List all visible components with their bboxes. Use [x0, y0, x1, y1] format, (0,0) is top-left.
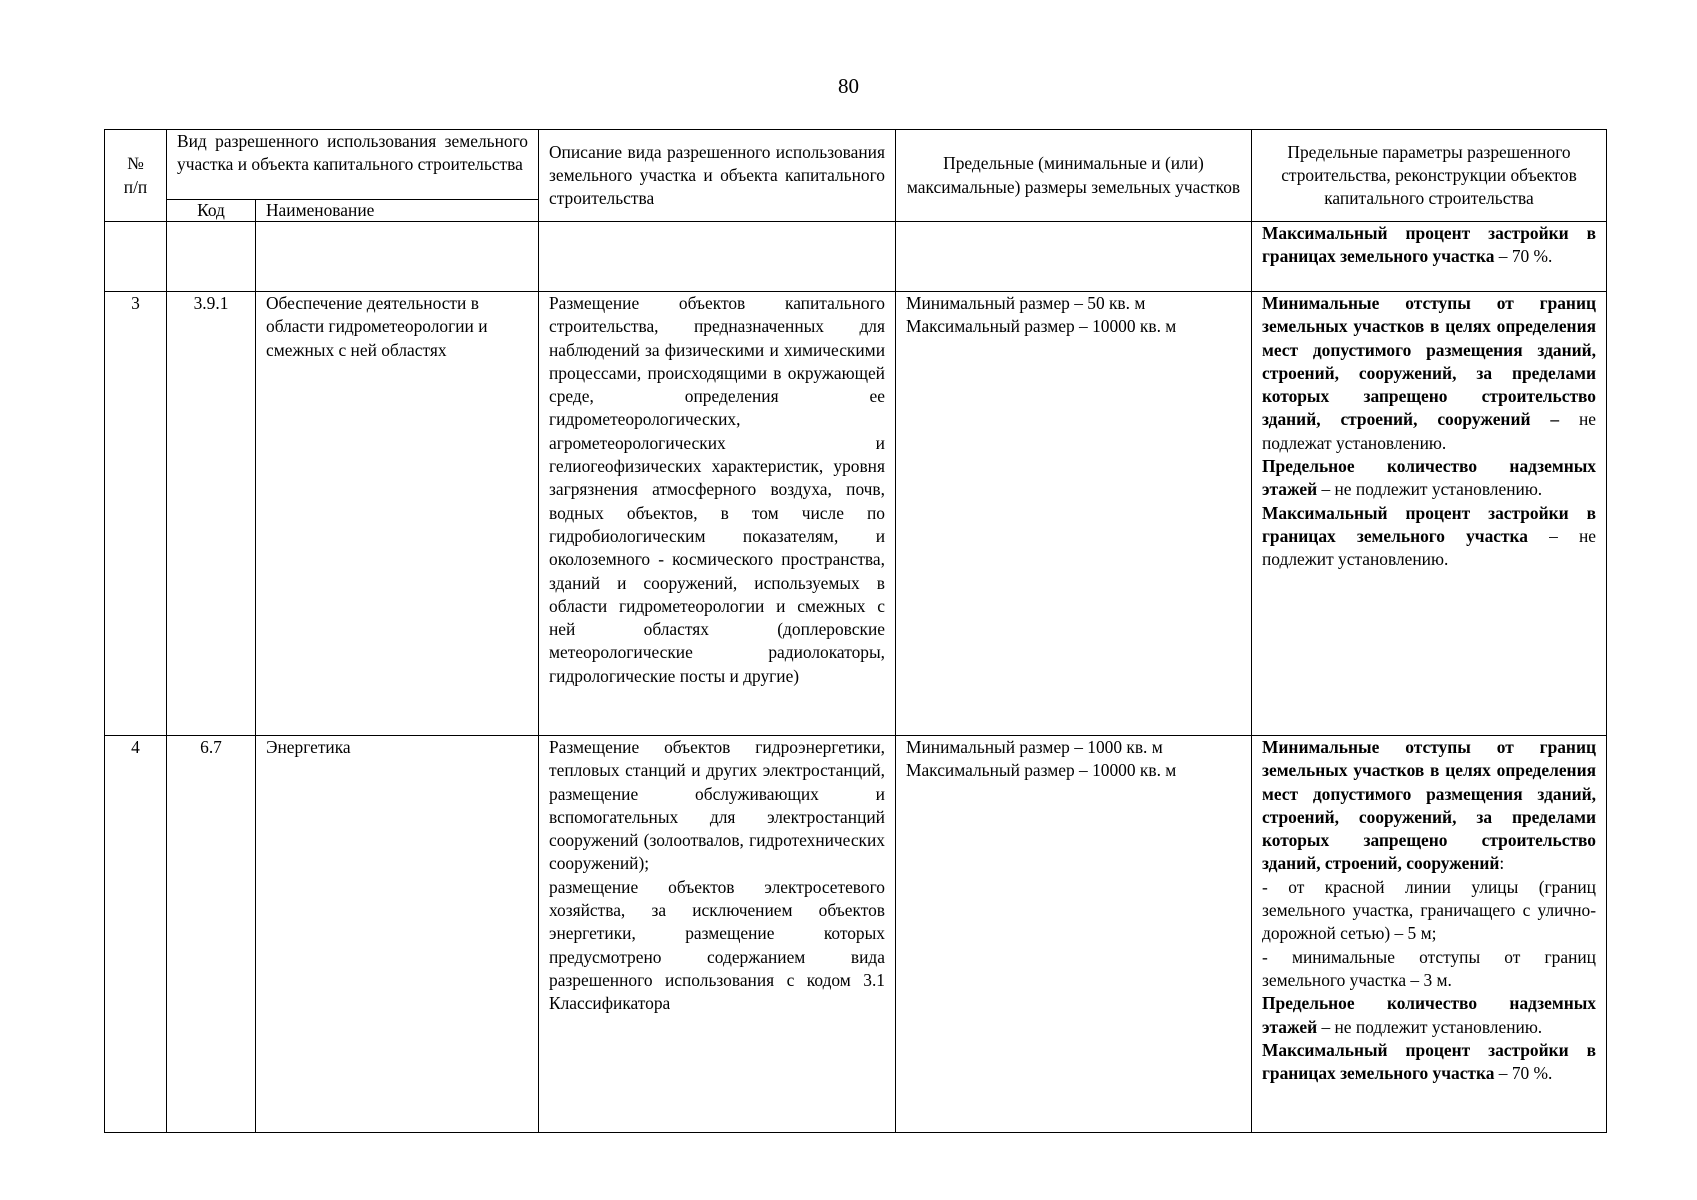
header-params: Предельные параметры разрешенного строительства, реконструкции объектов капитального строительства [1252, 130, 1607, 222]
table-row [105, 222, 1607, 292]
row-code: 6.7 [167, 736, 256, 1133]
row-name: Энергетика [256, 736, 539, 1133]
table-row [105, 292, 1607, 736]
table-row [105, 736, 1607, 1133]
param-label: Предельное количество надземных этажей [1262, 993, 1596, 1037]
row-name: Обеспечение деятельности в области гидрометеорологии и смежных с ней областях [256, 292, 539, 736]
land-use-table [104, 129, 1607, 1133]
row-sizes: Минимальный размер – 50 кв. м Максимальный размер – 10000 кв. м [896, 292, 1252, 736]
header-code: Код [167, 200, 256, 222]
param-item [1262, 455, 1596, 502]
param-item [1262, 1039, 1596, 1086]
row-code: 3.9.1 [167, 292, 256, 736]
param-value: – не подлежит установлению. [1317, 479, 1543, 500]
param-label: Минимальные отступы от границ земельных участков в целях определения мест допустимого размещения зданий, строений, сооружений, за пределами которых запрещено строительство зданий, строений, сооружений – [1262, 293, 1596, 430]
row-description: Размещение объектов гидроэнергетики, тепловых станций и других электростанций, размещение обслуживающих и вспомогательных для электростанций сооружений (золоотвалов, гидротехнических сооружений); размещение объектов электросетевого хозяйства, за исключением объектов энергетики, размещение которых предусмотрено содержанием вида разрешенного использования с кодом 3.1 Классификатора [539, 736, 896, 1133]
param-label: Предельное количество надземных этажей [1262, 456, 1596, 500]
param-value: – не подлежит установлению. [1262, 525, 1596, 570]
row-num: 3 [105, 292, 167, 736]
header-kind-group: Вид разрешенного использования земельного участка и объекта капитального строительства [167, 130, 539, 200]
param-item [1262, 222, 1596, 269]
row-num [105, 222, 167, 292]
param-label: Минимальные отступы от границ земельных участков в целях определения мест допустимого размещения зданий, строений, сооружений, за пределами которых запрещено строительство зданий, строений, сооружений [1262, 737, 1596, 874]
row-code [167, 222, 256, 292]
param-value: – 70 %. [1494, 1063, 1553, 1084]
header-description: Описание вида разрешенного использования земельного участка и объекта капитального строительства [539, 130, 896, 222]
row-description [539, 222, 896, 292]
param-item [1262, 292, 1596, 455]
param-value: – не подлежит установлению. [1317, 1016, 1543, 1037]
row-sizes: Минимальный размер – 1000 кв. м Максимальный размер – 10000 кв. м [896, 736, 1252, 1133]
row-description: Размещение объектов капитального строительства, предназначенных для наблюдений за физическими и химическими процессами, происходящими в окружающей среде, определения ее гидрометеорологических, агрометеорологических и гелиогеофизических характеристик, уровня загрязнения атмосферного воздуха, почв, водных объектов, в том числе по гидробиологическим показателям, и околоземного - космического пространства, зданий и сооружений, используемых в области гидрометеорологии и смежных с ней областях (доплеровские метеорологические радиолокаторы, гидрологические посты и другие) [539, 292, 896, 736]
row-params [1252, 222, 1607, 292]
param-label: Максимальный процент застройки в границах земельного участка [1262, 223, 1596, 267]
row-params [1252, 292, 1607, 736]
param-item [1262, 992, 1596, 1039]
row-params [1252, 736, 1607, 1133]
param-value: : - от красной линии улицы (границ земельного участка, граничащего с улично-дорожной сетью) – 5 м; - минимальные отступы от границ земельного участка – 3 м. [1262, 853, 1596, 990]
param-label: Максимальный процент застройки в границах земельного участка [1262, 502, 1596, 546]
row-name [256, 222, 539, 292]
page-number: 80 [838, 74, 859, 98]
table-header-row [105, 130, 1607, 200]
header-num: № п/п [105, 130, 167, 222]
param-label: Максимальный процент застройки в границах земельного участка [1262, 1039, 1596, 1084]
header-sizes: Предельные (минимальные и (или) максимальные) размеры земельных участков [896, 130, 1252, 222]
header-name: Наименование [256, 200, 539, 222]
param-value: – 70 %. [1494, 246, 1553, 267]
param-item [1262, 502, 1596, 572]
row-num: 4 [105, 736, 167, 1133]
param-item [1262, 736, 1596, 992]
row-sizes [896, 222, 1252, 292]
param-value: не подлежат установлению. [1262, 409, 1596, 453]
